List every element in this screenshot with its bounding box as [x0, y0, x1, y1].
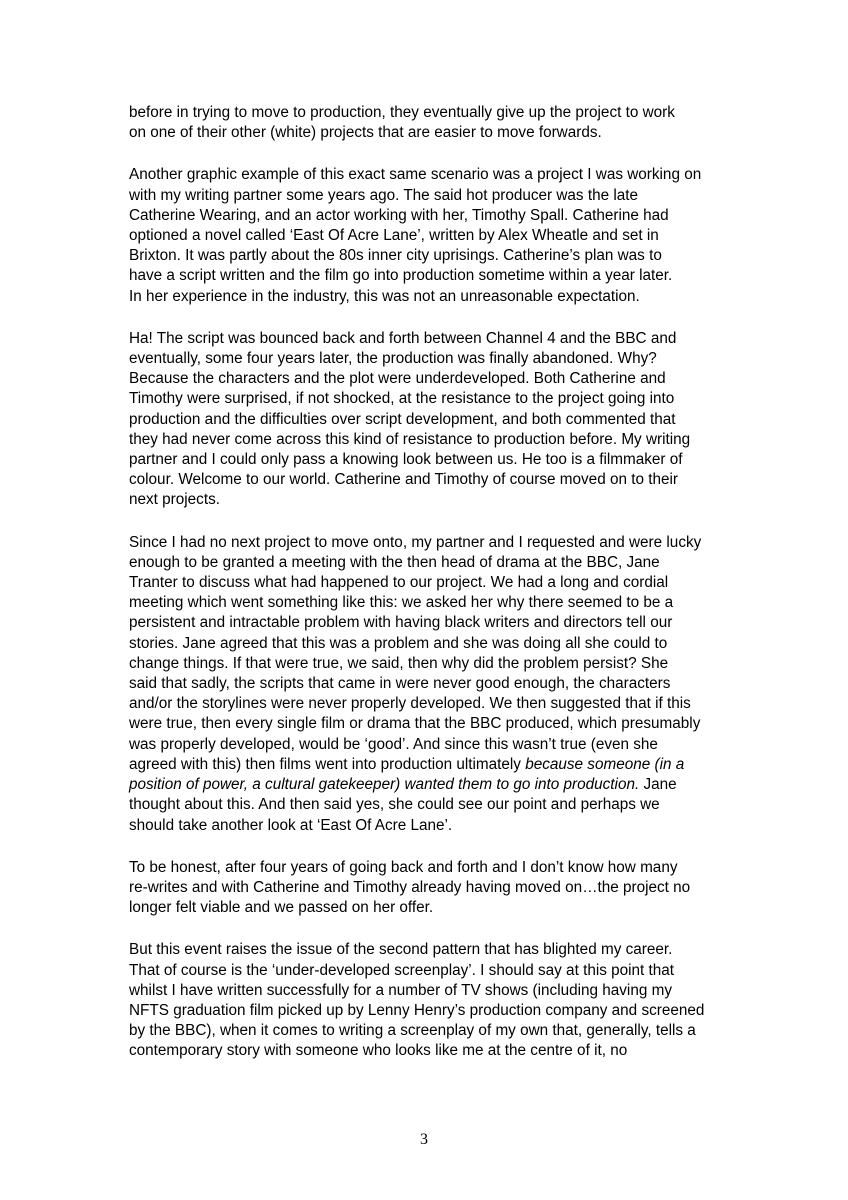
text-line: thought about this. And then said yes, she could see our point and perhaps we: [129, 796, 660, 814]
text-run: Jane: [643, 776, 677, 794]
text-line: was properly developed, would be ‘good’. And since this wasn’t true (even she: [129, 735, 658, 753]
text-line: But this event raises the issue of the second pattern that has blighted my career.: [129, 941, 673, 959]
text-line: they had never come across this kind of resistance to production before. My writing: [129, 430, 691, 448]
document-body: [129, 103, 729, 1084]
text-run: agreed with this) then films went into production ultimately: [129, 755, 521, 773]
text-line: enough to be granted a meeting with the then head of drama at the BBC, Jane: [129, 553, 660, 571]
text-line: eventually, some four years later, the production was finally abandoned. Why?: [129, 350, 657, 368]
text-line: have a script written and the film go into production sometime within a year later.: [129, 267, 673, 285]
text-line: partner and I could only pass a knowing look between us. He too is a filmmaker of: [129, 451, 683, 469]
text-line: colour. Welcome to our world. Catherine and Timothy of course moved on to their: [129, 471, 678, 489]
text-line: Tranter to discuss what had happened to our project. We had a long and cordial: [129, 574, 669, 592]
text-line: Brixton. It was partly about the 80s inner city uprisings. Catherine’s plan was to: [129, 247, 662, 265]
text-line: and/or the storylines were never properly developed. We then suggested that if this: [129, 695, 691, 713]
paragraph: [129, 165, 729, 306]
text-line: longer felt viable and we passed on her offer.: [129, 899, 434, 917]
text-line: re-writes and with Catherine and Timothy already having moved on…the project no: [129, 878, 691, 896]
paragraph: [129, 533, 729, 836]
text-line: before in trying to move to production, they eventually give up the project to work: [129, 104, 675, 121]
text-line: Catherine Wearing, and an actor working with her, Timothy Spall. Catherine had: [129, 206, 669, 224]
text-line: Since I had no next project to move onto, my partner and I requested and were lucky: [129, 533, 702, 551]
text-line: NFTS graduation film picked up by Lenny Henry’s production company and screened: [129, 1001, 705, 1019]
text-line: said that sadly, the scripts that came in were never good enough, the characters: [129, 675, 671, 693]
text-line: by the BBC), when it comes to writing a screenplay of my own that, generally, tells a: [129, 1022, 696, 1040]
text-line: contemporary story with someone who looks like me at the centre of it, no: [129, 1042, 628, 1060]
text-line: To be honest, after four years of going back and forth and I don’t know how many: [129, 858, 678, 876]
text-line: should take another look at ‘East Of Acre Lane’.: [129, 816, 453, 834]
text-line: production and the difficulties over script development, and both commented that: [129, 410, 676, 428]
page-number: 3: [420, 1131, 428, 1148]
text-line: Another graphic example of this exact same scenario was a project I was working on: [129, 166, 702, 184]
text-line: [129, 775, 729, 795]
text-line: [129, 755, 729, 775]
text-line: persistent and intractable problem with having black writers and directors tell our: [129, 614, 673, 632]
paragraph: [129, 858, 729, 919]
paragraph: [129, 103, 729, 143]
text-line: That of course is the ‘under-developed screenplay’. I should say at this point that: [129, 961, 675, 979]
text-line: whilst I have written successfully for a number of TV shows (including having my: [129, 981, 672, 999]
text-line: were true, then every single film or drama that the BBC produced, which presumably: [129, 715, 701, 733]
text-line: optioned a novel called ‘East Of Acre Lane’, written by Alex Wheatle and set in: [129, 227, 659, 245]
italic-text-run: position of power, a cultural gatekeeper) wanted them to go into production.: [129, 776, 640, 794]
text-line: with my writing partner some years ago. The said hot producer was the late: [129, 186, 639, 204]
text-line: change things. If that were true, we said, then why did the problem persist? She: [129, 654, 669, 672]
paragraph: [129, 329, 729, 511]
text-line: next projects.: [129, 491, 220, 509]
italic-text-run: because someone (in a: [525, 755, 685, 773]
paragraph: [129, 940, 729, 1061]
text-line: meeting which went something like this: we asked her why there seemed to be a: [129, 594, 674, 612]
text-line: stories. Jane agreed that this was a problem and she was doing all she could to: [129, 634, 668, 652]
text-line: In her experience in the industry, this was not an unreasonable expectation.: [129, 287, 640, 305]
text-line: Ha! The script was bounced back and forth between Channel 4 and the BBC and: [129, 329, 677, 347]
text-line: on one of their other (white) projects that are easier to move forwards.: [129, 124, 602, 142]
text-line: Because the characters and the plot were underdeveloped. Both Catherine and: [129, 370, 666, 388]
text-line: Timothy were surprised, if not shocked, at the resistance to the project going into: [129, 390, 675, 408]
